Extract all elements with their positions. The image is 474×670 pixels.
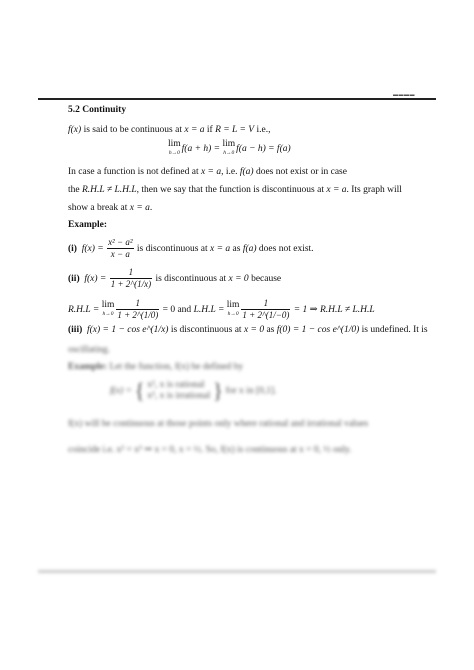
lhl-lim-sub: h→0 [227,310,239,317]
limit-right: f(a + h) = [181,144,223,155]
example-iii-f0: f(0) = 1 − cos e^(1/0) [276,325,360,335]
fx-symbol: f(x) [68,125,82,135]
rhl-fraction [116,298,159,321]
example-ii-numerator: 1 [110,267,152,279]
example-i-text3: does not exist. [256,244,314,254]
example-i-fa: f(a) [242,244,257,254]
para-3c: . [149,203,153,213]
rhl-lhl-equation [68,296,375,324]
section-title: 5.2 Continuity [68,105,127,115]
lhl-numerator: 1 [241,298,290,310]
and-word: and [175,305,194,315]
example-i-text1: is discontinuous at [134,244,211,254]
rhl-lhs: R.H.L = [68,305,102,315]
blurred-example-line [68,361,243,374]
para-line-2 [68,184,402,197]
lhl-result: = 1 ⇒ R.H.L ≠ L.H.L [291,305,375,315]
example-ii-denominator: 1 + 2^(1/x) [110,279,152,290]
limit-equation [168,140,291,158]
blurred-oscillating: oscillating. [68,345,110,355]
para-1c: , i.e. [221,167,240,177]
para-1e: does not exist or in case [253,167,347,177]
example-ii-fraction [110,267,152,290]
example-iii-fx: f(x) = 1 − cos e^(1/x) [87,325,169,335]
example-iii-text3: is undefined. It is [359,325,428,335]
rhl-lim-sub: h→0 [102,310,114,317]
blurred-case-2: x³, x is irrational [147,391,211,401]
example-label: Example: [68,220,108,230]
para-1d: f(a) [239,167,254,177]
example-i-fx: f(x) = [81,244,107,254]
blurred-brace-left: { [134,378,145,403]
blurred-example-label: Example: [68,362,108,372]
example-iii-text2: as [264,325,277,335]
example-ii-text2: because [248,274,282,284]
example-i [68,236,314,262]
def-if: if [204,125,216,135]
blurred-case-1: x², x is rational [147,380,205,390]
para-line-1 [68,166,347,179]
rhl-limit [102,301,115,319]
lhl-denominator: 1 + 2^(1/−0) [242,310,290,321]
def-rlv: R = L = V [215,125,255,135]
blurred-para-2: coincide i.e. x² = x³ ⇒ x = 0, x = ½. So, f(x) is continuous at x = 0, ½ only. [68,445,352,455]
para-1a: In case a function is not defined at [68,167,201,177]
example-i-text2: as [230,244,243,254]
def-x-eq-a: x = a [184,125,205,135]
blurred-para-1: f(x) will be continuous at those points only where rational and irrational values [68,419,369,429]
blurred-cases [147,380,210,402]
header-mark: ▬▬▬▬ [393,93,415,98]
limit-1 [168,140,181,158]
lim-sub-2: h→0 [223,150,235,156]
limit-left: f(a − h) = f(a) [236,144,291,155]
para-3a: show a break at [68,203,130,213]
lim-word-1: lim [168,139,181,149]
example-ii [68,266,281,292]
example-ii-text1: is discontinuous at [153,274,229,284]
para-3b: x = a [129,203,150,213]
example-iii-text1: is discontinuous at [168,325,244,335]
definition-line [68,124,270,137]
header-rule [38,98,436,100]
rhl-lim-word: lim [101,299,115,310]
rhl-numerator: 1 [116,298,159,310]
example-ii-x0: x = 0 [228,274,249,284]
rhl-result: = 0 [160,305,176,315]
def-text: is said to be continuous at [81,125,185,135]
para-line-3 [68,202,152,215]
example-i-xa: x = a [210,244,231,254]
para-2b: R.H.L ≠ L.H.L [81,185,137,195]
lhl-fraction [241,298,290,321]
blurred-fx: f(x) = [110,386,132,397]
example-i-numerator: x² − a² [108,237,133,248]
para-2e: . Its graph will [346,185,402,195]
example-i-fraction [107,237,133,260]
example-ii-fx: f(x) = [84,274,109,284]
example-i-label: (i) [68,244,77,254]
rhl-denominator: 1 + 2^(1/0) [117,310,159,321]
lhl-lim-word: lim [226,299,240,310]
lhl-limit [227,301,240,319]
example-i-denominator: x − a [110,249,130,260]
blurred-example-text: Let the function, f(x) be defined by [109,362,244,372]
example-iii [68,324,428,337]
para-2d: x = a [326,185,347,195]
lhl-lhs: L.H.L = [193,305,227,315]
example-iii-x0: x = 0 [243,325,265,335]
example-iii-label: (iii) [68,325,83,335]
para-2c: , then we say that the function is discontinuous at [136,185,327,195]
example-ii-label: (ii) [68,274,80,284]
para-2a: the [68,185,82,195]
limit-2 [222,140,235,158]
blurred-brace-right: } [212,378,224,403]
lim-word-2: lim [222,139,236,149]
para-1b: x = a [200,167,222,177]
blurred-for-text: for x in [0,1]. [225,386,277,397]
blurred-piecewise [110,380,277,402]
blurred-footer-rule [38,570,436,573]
lim-sub-1: h→0 [168,150,180,156]
def-ie: i.e., [254,125,271,135]
